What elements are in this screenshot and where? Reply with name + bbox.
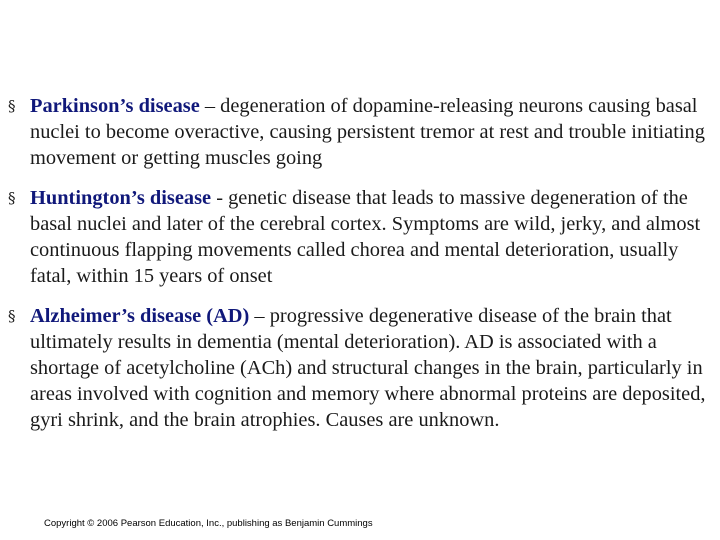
bullet-term: Huntington’s disease xyxy=(30,187,212,209)
copyright-footer: Copyright © 2006 Pearson Education, Inc., publishing as Benjamin Cummings xyxy=(44,518,373,529)
bullet-alzheimers xyxy=(8,303,716,433)
bullet-description: – progressive degenerative disease of the brain that ultimately results in dementia (mental deterioration). AD is associated with a shortage of acetylcholine (ACh) and structural changes in the brain, particularly in areas involved with cognition and memory where abnormal proteins are deposited, gyri shrink, and the brain atrophies. Causes are unknown. xyxy=(30,305,706,431)
bullet-huntingtons xyxy=(8,185,716,289)
bullet-text xyxy=(30,185,716,289)
bullet-term: Parkinson’s disease xyxy=(30,95,200,117)
bullet-marker-icon: § xyxy=(8,97,16,115)
bullet-description: - genetic disease that leads to massive degeneration of the basal nuclei and later of the cerebral cortex. Symptoms are wild, jerky, and almost continuous flapping movements called chorea and mental deterioration, usually fatal, within 15 years of onset xyxy=(30,187,701,287)
bullet-marker-icon: § xyxy=(8,189,16,207)
bullet-text xyxy=(30,93,716,171)
bullet-term: Alzheimer’s disease (AD) xyxy=(30,305,250,327)
bullet-marker-icon: § xyxy=(8,307,16,325)
bullet-description: – degeneration of dopamine-releasing neurons causing basal nuclei to become overactive, causing persistent tremor at rest and trouble initiating movement or getting muscles going xyxy=(30,95,705,169)
bullet-text xyxy=(30,303,716,433)
bullet-list xyxy=(8,93,716,433)
bullet-parkinsons xyxy=(8,93,716,171)
